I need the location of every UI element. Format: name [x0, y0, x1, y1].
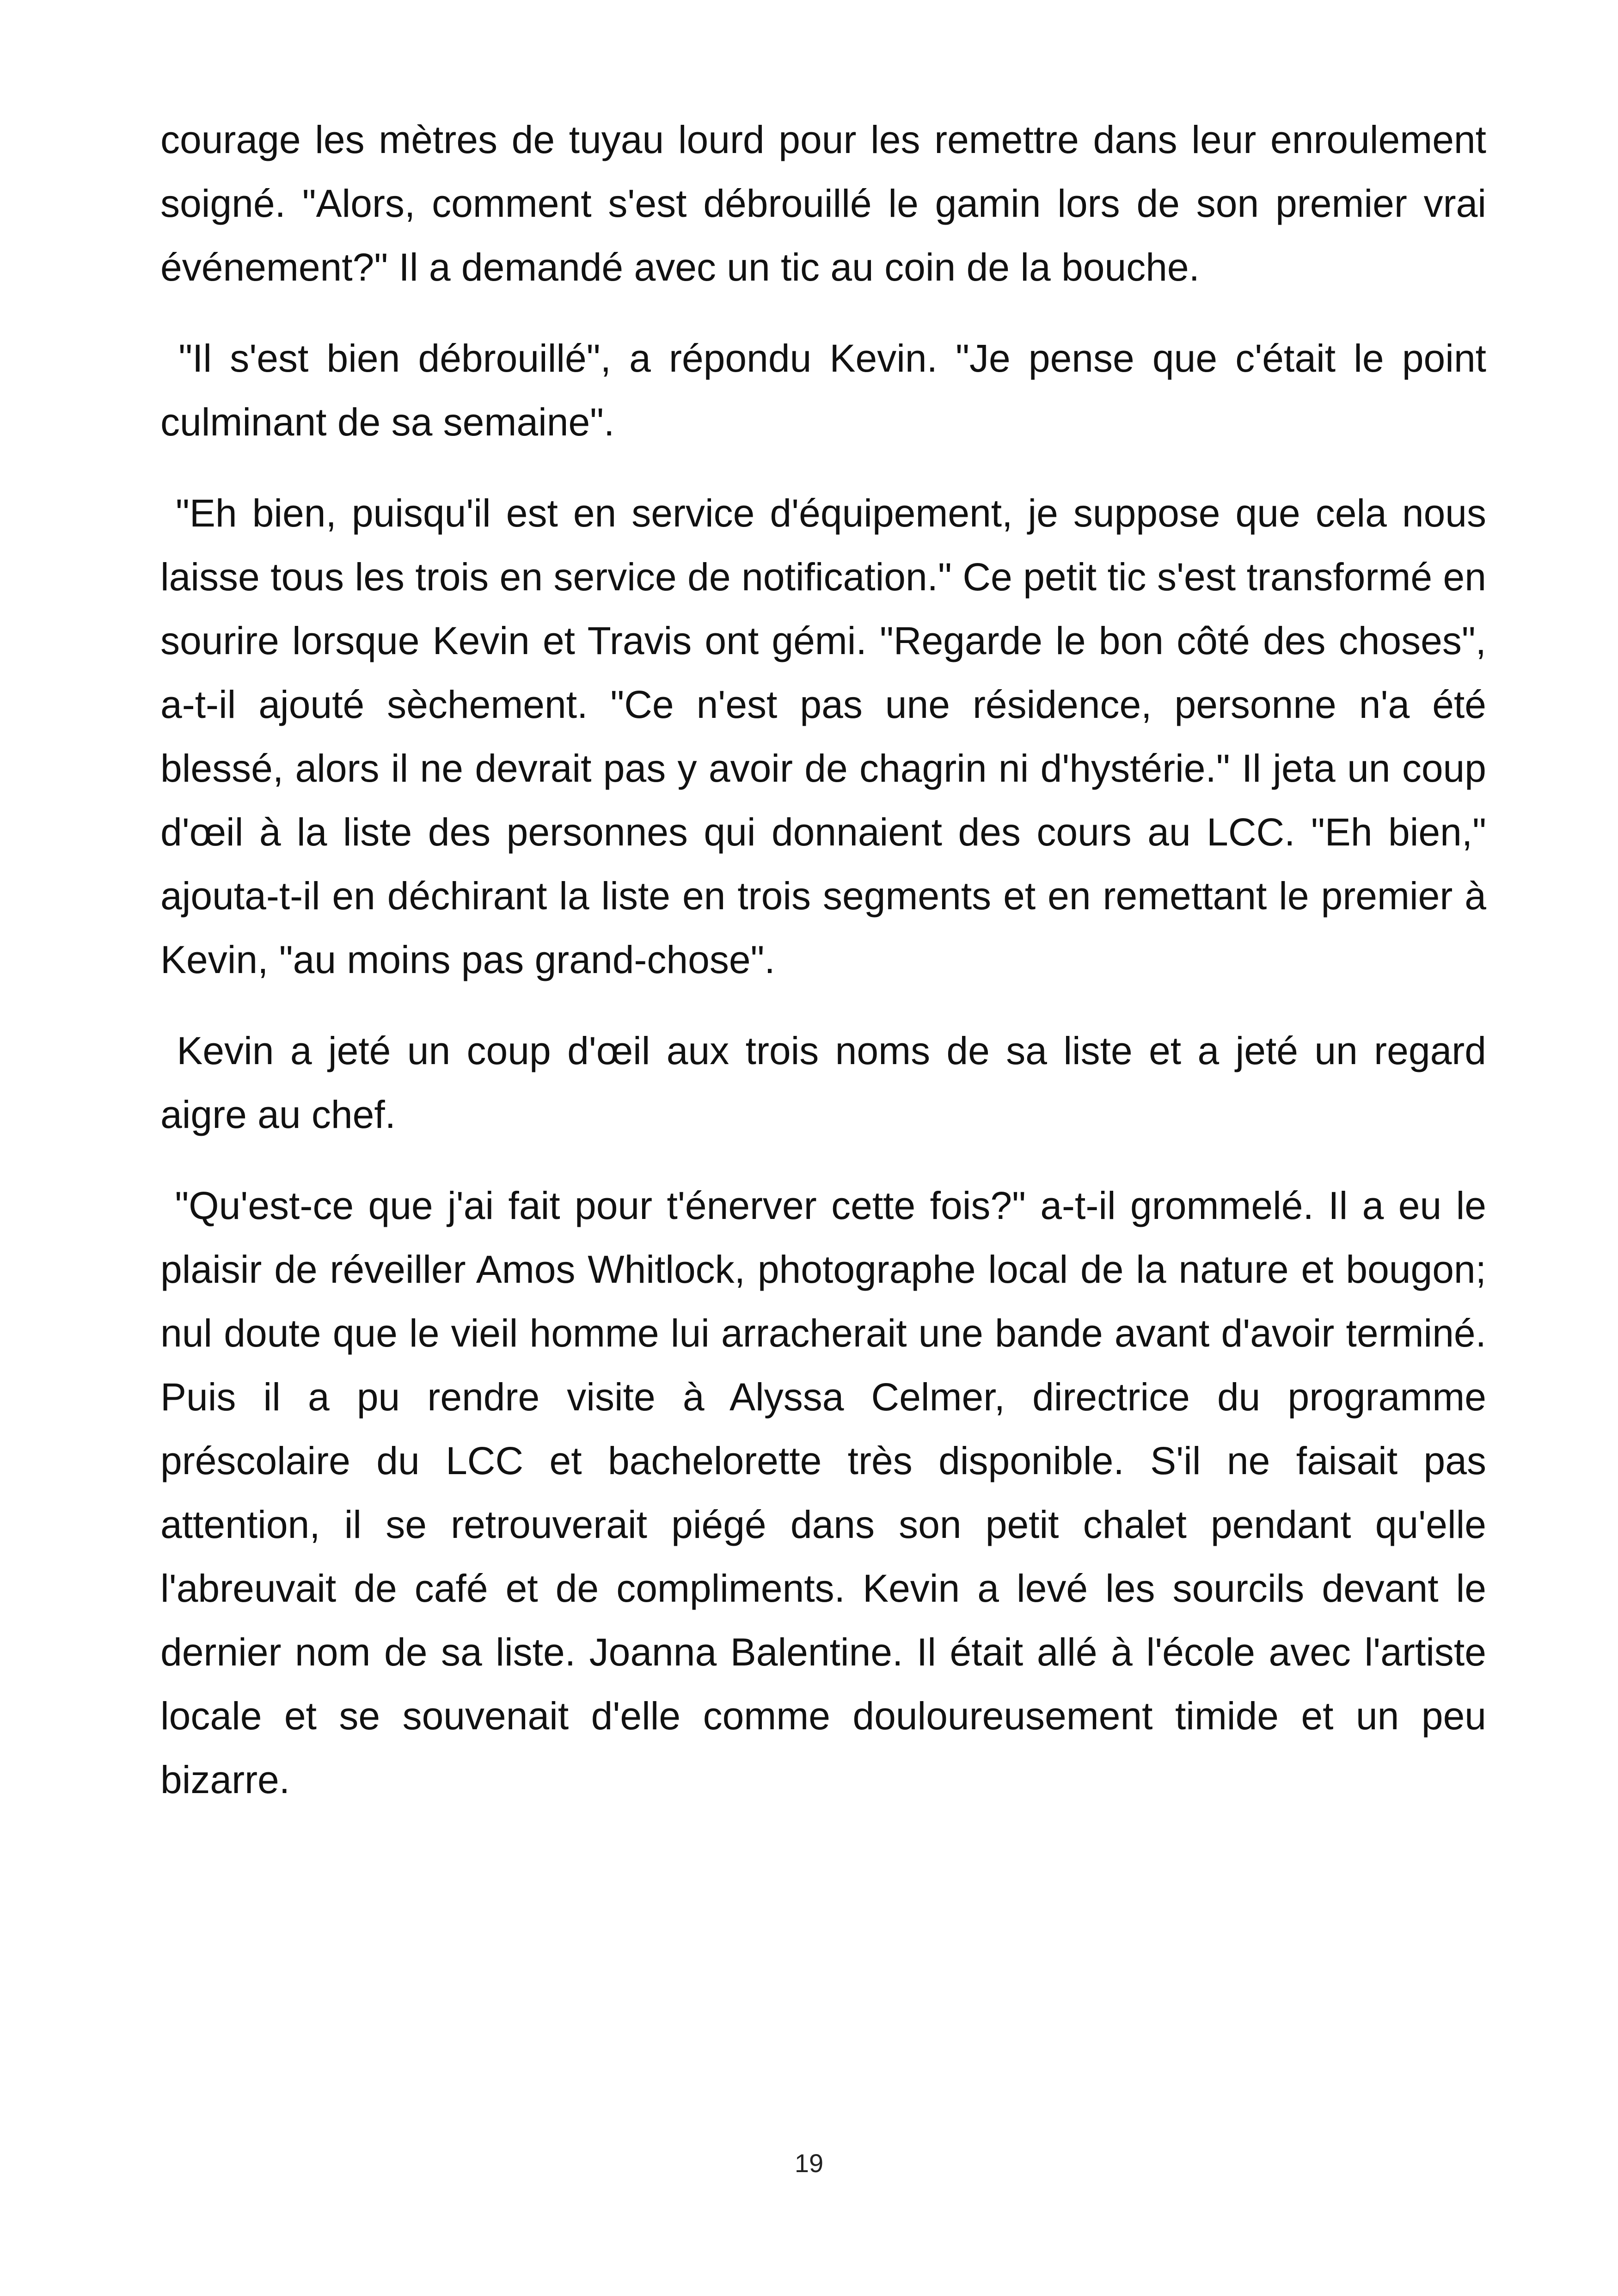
paragraph-1: courage les mètres de tuyau lourd pour les remettre dans leur enroulement soigné. "Alors, comment s'est débrouillé le gamin lors de son premier vrai événement?" Il a demandé avec un tic au coin de la bouche.: [160, 118, 1497, 289]
paragraph-4: Kevin a jeté un coup d'œil aux trois noms de sa liste et a jeté un regard aigre au chef.: [160, 1029, 1497, 1136]
paragraph-2: "Il s'est bien débrouillé", a répondu Kevin. "Je pense que c'était le point culminant de sa semaine".: [160, 337, 1497, 444]
body-text: [160, 108, 1497, 1839]
paragraph-5: "Qu'est-ce que j'ai fait pour t'énerver cette fois?" a-t-il grommelé. Il a eu le plaisir de réveiller Amos Whitlock, photographe local de la nature et bougon; nul doute que le vieil homme lui arracherait une bande avant d'avoir terminé. Puis il a pu rendre visite à Alyssa Celmer, directrice du programme préscolaire du LCC et bachelorette très disponible. S'il ne faisait pas attention, il se retrouverait piégé dans son petit chalet pendant qu'elle l'abreuvait de café et de compliments. Kevin a levé les sourcils devant le dernier nom de sa liste. Joanna Balentine. Il était allé à l'école avec l'artiste locale et se souvenait d'elle comme douloureusement timide et un peu bizarre.: [160, 1184, 1497, 1801]
paragraph-3: "Eh bien, puisqu'il est en service d'équipement, je suppose que cela nous laisse tous les trois en service de notification." Ce petit tic s'est transformé en sourire lorsque Kevin et Travis ont gémi. "Regarde le bon côté des choses", a-t-il ajouté sèchement. "Ce n'est pas une résidence, personne n'a été blessé, alors il ne devrait pas y avoir de chagrin ni d'hystérie." Il jeta un coup d'œil à la liste des personnes qui donnaient des cours au LCC. "Eh bien," ajouta-t-il en déchirant la liste en trois segments et en remettant le premier à Kevin, "au moins pas grand-chose".: [160, 491, 1497, 981]
page-number: 19: [794, 2149, 824, 2178]
